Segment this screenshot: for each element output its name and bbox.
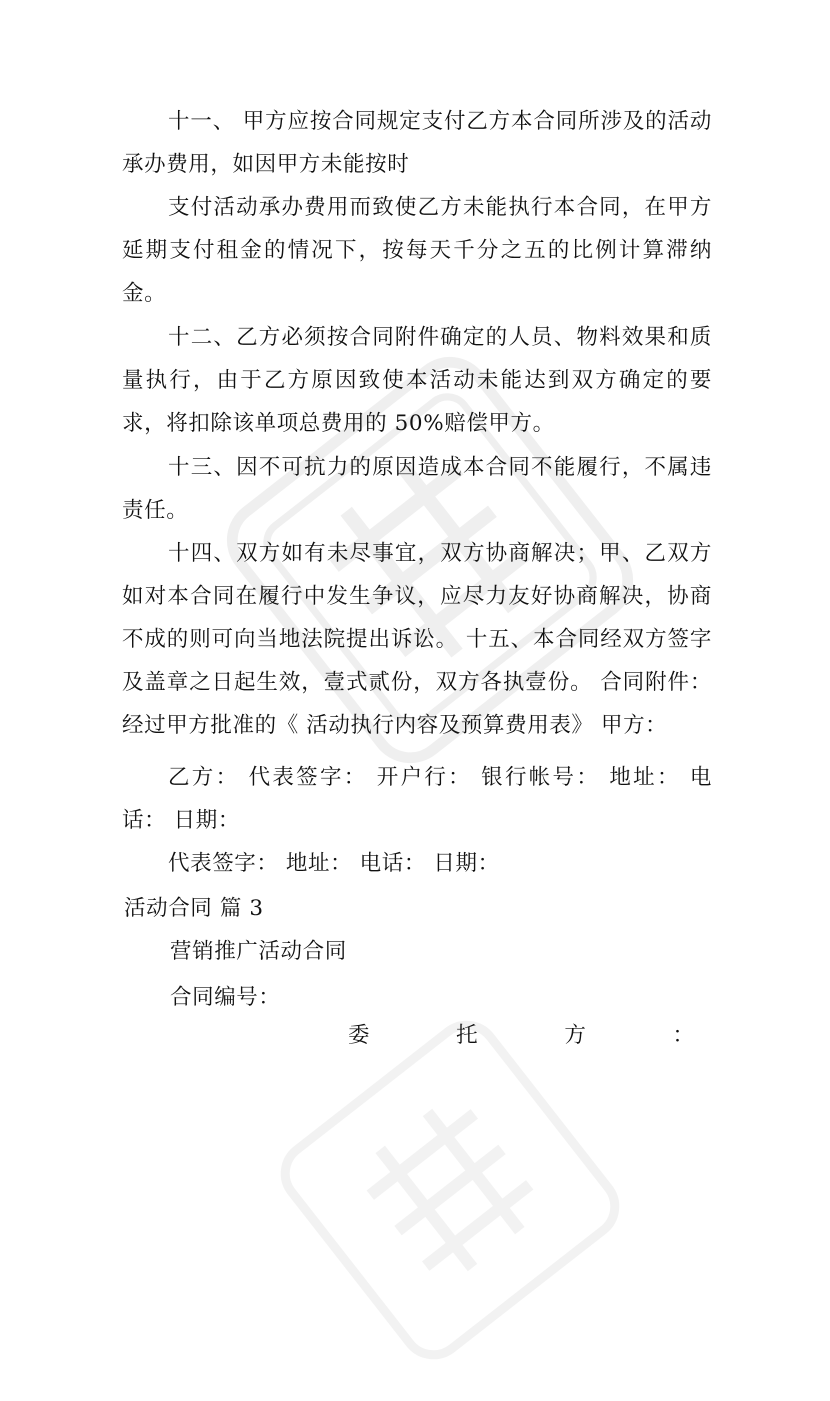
- client-char-2: 托: [456, 1023, 478, 1048]
- section-heading: 活动合同 篇 3: [124, 896, 264, 921]
- client-char-3: 方: [564, 1023, 586, 1048]
- party-b-fields: 乙方： 代表签字： 开户行： 银行帐号： 地址： 电话： 日期：: [122, 765, 712, 833]
- client-char-1: 委: [348, 1023, 370, 1048]
- client-colon: ：: [672, 1023, 694, 1048]
- clause-11: 十一、 甲方应按合同规定支付乙方本合同所涉及的活动承办费用，如因甲方未能按时: [122, 109, 712, 177]
- clause-12: 十二、乙方必须按合同附件确定的人员、物料效果和质量执行，由于乙方原因致使本活动未能达到双方确定的要求，将扣除该单项总费用的 50%赔偿甲方。: [122, 325, 712, 436]
- clause-11-continued: 支付活动承办费用而致使乙方未能执行本合同，在甲方延期支付租金的情况下，按每天千分之五的比例计算滞纳金。: [122, 195, 712, 306]
- clause-14-15-attachments: 十四、双方如有未尽事宜，双方协商解决；甲、乙双方如对本合同在履行中发生争议，应尽力友好协商解决，协商不成的则可向当地法院提出诉讼。 十五、本合同经双方签字及盖章之日起生效，壹式贰份，双方各执壹份。 合同附件：经过甲方批准的《 活动执行内容及预算费用表》 甲方：: [122, 541, 712, 738]
- party-a-fields: 代表签字： 地址： 电话： 日期：: [168, 851, 500, 876]
- contract-title: 营销推广活动合同: [170, 939, 347, 964]
- contract-number-label: 合同编号：: [170, 985, 281, 1010]
- clause-13: 十三、因不可抗力的原因造成本合同不能履行，不属违责任。: [122, 455, 712, 523]
- client-party-line: [348, 1018, 694, 1049]
